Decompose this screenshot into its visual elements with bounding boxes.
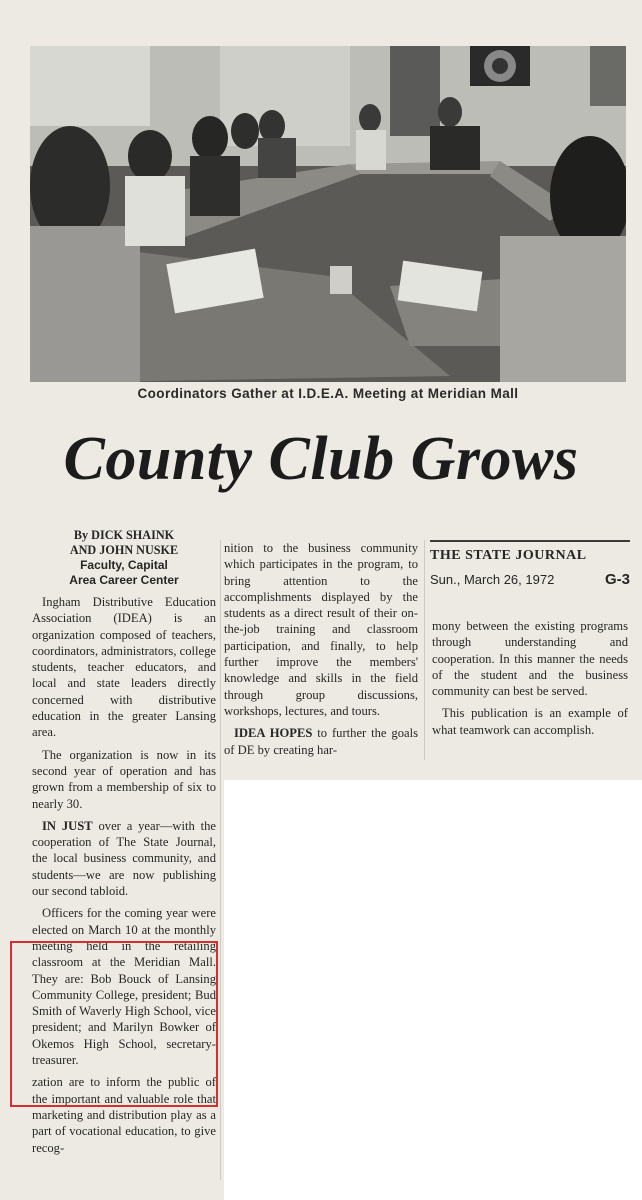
paragraph: nition to the business community which participates in the program, to bring attention to the accomplishments displayed by the students as a direct result of their on-the-job training and classroom participation, and finally, to help further improve the members' knowledge and skills in the field through group discussions, workshops, lectures, and tours. [224,541,418,718]
column-rule [424,540,425,760]
paragraph: Officers for the coming year were elected on March 10 at the monthly meeting held in the retailing classroom at the Meridian Mall. They are: Bob Bouck of Lansing Community College, president; Bud Smith of Waverly High School, vice president; and Marilyn Bowker of Okemos High School, secretary-treasurer. [32,906,216,1068]
newspaper-name: THE STATE JOURNAL [430,548,587,563]
paragraph: IN JUST over a year—with the cooperation of The State Journal, the local business community, and students—we are now publishing our second tabloid. [32,818,216,899]
photo-caption: Coordinators Gather at I.D.E.A. Meeting at Meridian Mall [137,386,519,401]
paragraph: The organization is now in its second year of operation and has grown from a membership of six to nearly 30. [32,747,216,811]
masthead-rule [430,540,630,542]
paragraph: This publication is an example of what teamwork can accomplish. [432,706,628,737]
headline: County Club Grows [63,425,579,493]
issue-date: Sun., March 26, 1972 G-3 [430,571,630,588]
article-column-3 [432,618,628,744]
byline: By DICK SHAINK AND JOHN NUSKE Faculty, Capital Area Career Center [69,528,179,587]
masthead [430,540,630,587]
meeting-photo [30,46,626,382]
page-number: G-3 [604,571,630,588]
paragraph: mony between the existing programs through understanding and cooperation. In this manner the needs of the student and the business community can best be served. [432,619,628,699]
highlight-box [10,941,218,1107]
paragraph: zation are to inform the public of the important and valuable role that marketing and distribution play as a part of vocational education, to give recog- [32,1075,216,1155]
article-column-2 [224,540,418,764]
paragraph: IDEA HOPES to further the goals of DE by creating har- [224,726,419,757]
paragraph: Ingham Distributive Education Association (IDEA) is an organization composed of teachers, coordinators, administrators, college students, teacher educators, and local and state leaders directly concerned with distributive education in the greater Lansing area. [32,595,216,740]
column-rule [220,540,221,1180]
